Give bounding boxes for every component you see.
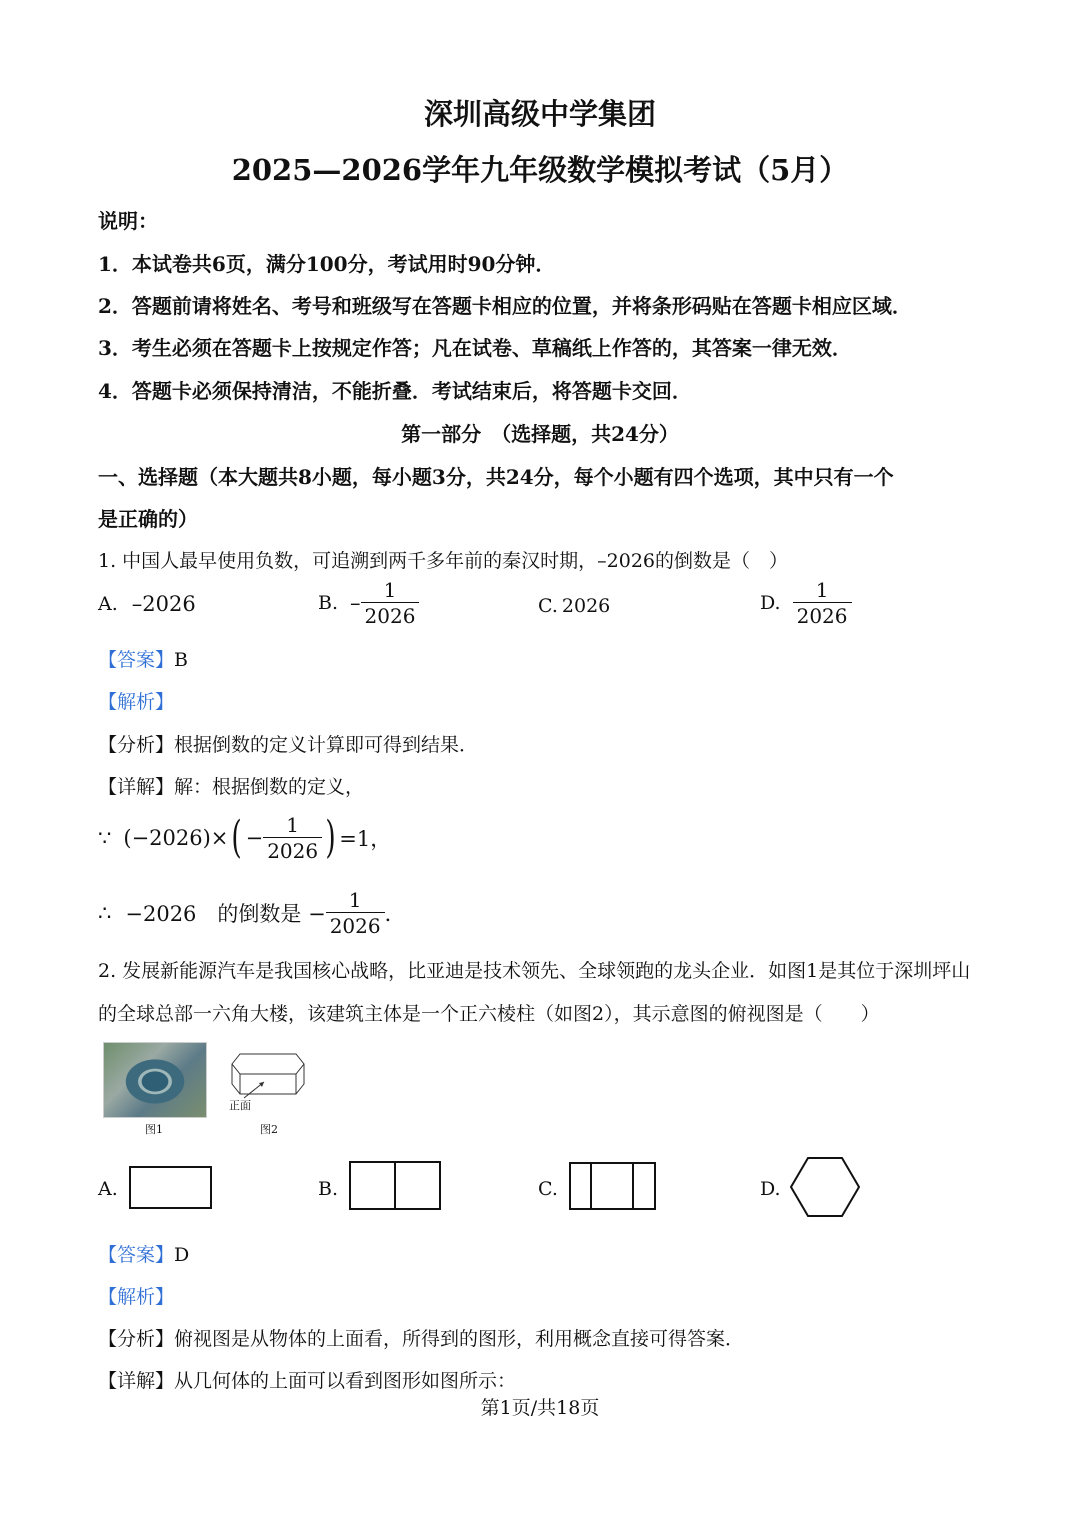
option-label: A. xyxy=(98,593,118,615)
q2-option-c-figure xyxy=(568,1161,658,1211)
denominator: 2026 xyxy=(263,837,322,861)
q2-answer xyxy=(98,1240,189,1267)
instruction-item: 3．考生必须在答题卡上按规定作答；凡在试卷、草稿纸上作答的，其答案一律无效． xyxy=(98,336,852,360)
section-heading: 一、选择题（本大题共8小题，每小题3分，共24分，每个小题有四个选项，其中只有一个 xyxy=(98,465,894,489)
q1-option-b xyxy=(318,580,419,626)
q1-equation xyxy=(98,812,392,863)
equation-sign: − xyxy=(245,826,264,850)
answer-value: B xyxy=(174,649,188,671)
figure-1-photo xyxy=(103,1042,207,1118)
numerator: 1 xyxy=(383,578,397,602)
right-paren: ) xyxy=(325,812,336,863)
conclusion-text: −2026 的倒数是 − xyxy=(125,902,326,926)
fenxi-text: 俯视图是从物体的上面看，所得到的图形，利用概念直接可得答案． xyxy=(174,1328,745,1350)
q2-option-a-figure xyxy=(128,1165,214,1211)
q2-fenxi xyxy=(98,1324,744,1351)
q2-option-d-label: D. xyxy=(760,1178,781,1200)
numerator: 1 xyxy=(815,578,829,602)
exam-title: 2025—2026学年九年级数学模拟考试（5月） xyxy=(231,153,849,187)
denominator: 2026 xyxy=(361,602,420,626)
equation-right: =1， xyxy=(339,827,392,851)
school-title: 深圳高级中学集团 xyxy=(423,97,656,131)
detail-tag: 【详解】 xyxy=(98,776,175,798)
left-paren: ( xyxy=(231,812,243,863)
equation-left: (−2026)× xyxy=(123,826,229,850)
q2-option-a-label: A. xyxy=(98,1178,118,1200)
q1-detail xyxy=(98,772,364,799)
q2-option-b-figure xyxy=(348,1160,444,1212)
q1-analysis-tag: 【解析】 xyxy=(98,691,175,713)
option-label: B. xyxy=(318,592,339,614)
denominator: 2026 xyxy=(793,602,852,626)
question-2-stem: 2. 发展新能源汽车是我国核心战略，比亚迪是技术领先、全球领跑的龙头企业．如图1是其位于深圳坪山 xyxy=(98,960,971,982)
q2-option-b-label: B. xyxy=(318,1178,339,1200)
question-2-stem-cont: 的全球总部一六角大楼，该建筑主体是一个正六棱柱（如图2），其示意图的俯视图是（ ） xyxy=(98,1003,880,1025)
building-photo xyxy=(103,1042,207,1118)
option-label: C. xyxy=(538,595,558,617)
fraction xyxy=(793,580,852,626)
fraction xyxy=(361,580,420,626)
section-heading-cont: 是正确的） xyxy=(98,507,198,531)
q1-answer xyxy=(98,645,188,672)
q2-analysis-tag: 【解析】 xyxy=(98,1286,175,1308)
figure-2-front-label: 正面 xyxy=(229,1099,251,1112)
detail-text: 从几何体的上面可以看到图形如图所示： xyxy=(174,1370,517,1392)
answer-value: D xyxy=(174,1244,190,1266)
because-symbol: ∵ xyxy=(98,826,112,850)
q1-conclusion xyxy=(98,890,406,936)
instruction-item: 4．答题卡必须保持清洁，不能折叠．考试结束后，将答题卡交回． xyxy=(98,379,692,403)
option-value: –2026 xyxy=(131,592,196,616)
denominator: 2026 xyxy=(326,912,385,936)
instructions-heading: 说明： xyxy=(98,209,158,233)
therefore-symbol: ∴ xyxy=(98,901,112,925)
question-1-stem: 1. 中国人最早使用负数，可追溯到两千多年前的秦汉时期，–2026的倒数是（ ） xyxy=(98,550,789,572)
fraction xyxy=(326,890,385,936)
fenxi-tag: 【分析】 xyxy=(98,734,175,756)
detail-tag: 【详解】 xyxy=(98,1370,175,1392)
q1-option-c xyxy=(538,595,610,617)
q1-fenxi xyxy=(98,730,478,757)
option-label: D. xyxy=(760,592,781,614)
answer-tag: 【答案】 xyxy=(98,649,175,671)
fenxi-tag: 【分析】 xyxy=(98,1328,175,1350)
instruction-item: 2．答题前请将姓名、考号和班级写在答题卡相应的位置，并将条形码贴在答题卡相应区域． xyxy=(98,294,912,318)
q2-detail xyxy=(98,1366,516,1393)
figure-2-caption: 图2 xyxy=(260,1123,278,1136)
numerator: 1 xyxy=(348,888,362,912)
fenxi-text: 根据倒数的定义计算即可得到结果． xyxy=(174,734,479,756)
answer-tag: 【答案】 xyxy=(98,1244,175,1266)
q2-option-d-hexagon xyxy=(788,1154,862,1220)
minus-sign: – xyxy=(350,591,361,615)
page-number-footer: 第1页/共18页 xyxy=(480,1397,600,1419)
part-heading: 第一部分 （选择题，共24分） xyxy=(401,422,679,446)
conclusion-end: ． xyxy=(384,902,406,926)
detail-text: 解：根据倒数的定义， xyxy=(174,776,365,798)
instruction-item: 1．本试卷共6页，满分100分，考试用时90分钟． xyxy=(98,252,556,276)
figure-1-caption: 图1 xyxy=(145,1123,163,1136)
option-value: 2026 xyxy=(561,595,611,617)
numerator: 1 xyxy=(286,813,299,837)
q2-option-c-label: C. xyxy=(538,1178,558,1200)
fraction xyxy=(263,815,322,861)
q1-option-a xyxy=(98,592,196,616)
q1-option-d xyxy=(760,580,852,626)
